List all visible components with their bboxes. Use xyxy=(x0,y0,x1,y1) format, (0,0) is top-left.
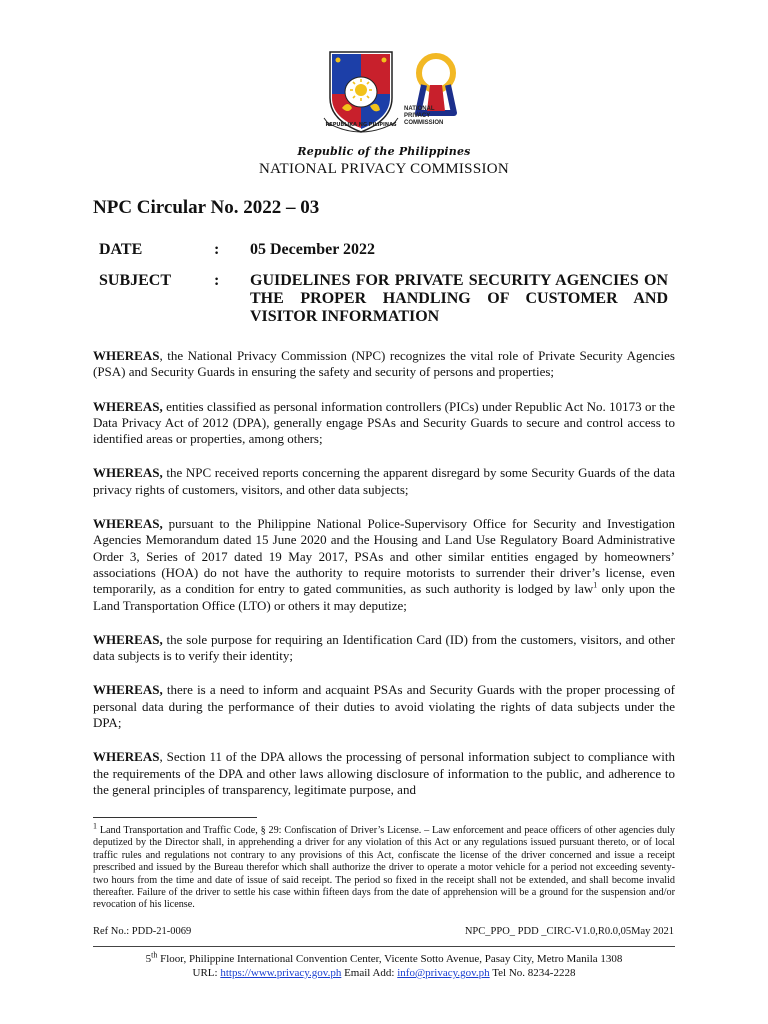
footnote-mark: 1 xyxy=(93,821,97,831)
reference-number: Ref No.: PDD-21-0069 xyxy=(93,926,192,937)
office-address xyxy=(0,950,768,965)
whereas-lead: WHEREAS, xyxy=(93,465,163,481)
whereas-text: only upon the Land Transportation Office (LTO) or others it may deputize; xyxy=(93,581,675,613)
whereas-paragraph xyxy=(93,399,675,448)
npc-logo-text xyxy=(404,106,464,127)
address-text: Floor, Philippine International Convention Center, Vicente Sotto Avenue, Pasay City, Metro Manila 1308 xyxy=(157,953,623,965)
whereas-paragraph xyxy=(93,516,675,614)
whereas-lead: WHEREAS, xyxy=(93,682,163,698)
footnote-text: Land Transportation and Traffic Code, § 29: Confiscation of Driver’s License. – Law enforcement and peace officers of other agencies duly deputized by the Director shall, in apprehending a driver for any violation of this Act or any regulations issued pursuant thereto, or of local traffic rules and regulations not contrary to any provisions of this Act, confiscate the license of the driver concerned and issue a receipt prescribed and issued by the Bureau therefor which shall authorize the driver to operate a motor vehicle for a period not exceeding seventy-two hours from the time and date of issue of said receipt. The period so fixed in the receipt shall not be extended, and shall become invalid thereafter. Failure of the driver to settle his case within fifteen days from the date of apprehension will be a ground for the suspension and/or revocation of his license. xyxy=(93,825,675,911)
whereas-text: entities classified as personal information controllers (PICs) under Republic Act No. 10173 or the Data Privacy Act of 2012 (DPA), generally engage PSAs and Security Guards to secure and control access to identified areas or properties, among others; xyxy=(93,398,675,447)
address-floor: 5 xyxy=(145,953,152,965)
whereas-text: the sole purpose for requiring an Identification Card (ID) from the customers, visitors, and other data subjects is to verify their identity; xyxy=(93,631,675,664)
telephone-number: Tel No. 8234-2228 xyxy=(489,967,576,979)
document-code: NPC_PPO_ PDD _CIRC-V1.0,R0.0,05May 2021 xyxy=(464,926,674,937)
contact-line xyxy=(0,967,768,979)
date-label: DATE xyxy=(99,241,143,258)
agency-heading: NATIONAL PRIVACY COMMISSION xyxy=(258,161,510,177)
npc-logo-line: NATIONAL xyxy=(404,106,435,112)
whereas-paragraph xyxy=(93,348,675,381)
footer-divider xyxy=(93,946,675,947)
whereas-text: , the National Privacy Commission (NPC) recognizes the vital role of Private Security Agencies (PSA) and Security Guards in ensuring the safety and security of persons and properties; xyxy=(93,348,675,380)
url-label: URL: xyxy=(192,967,221,979)
footnote-divider xyxy=(93,817,257,818)
date-colon: : xyxy=(214,241,220,258)
website-link[interactable]: https://www.privacy.gov.ph xyxy=(220,967,342,979)
seal-ribbon-text: REPUBLIKA NG PILIPINAS xyxy=(325,122,397,128)
whereas-paragraph xyxy=(93,465,675,498)
footnote xyxy=(93,821,675,912)
whereas-lead: WHEREAS, xyxy=(93,516,163,532)
date-value: 05 December 2022 xyxy=(250,241,375,258)
whereas-paragraph xyxy=(93,749,675,798)
whereas-paragraph xyxy=(93,632,675,665)
whereas-lead: WHEREAS, xyxy=(93,631,163,647)
npc-logo-line: PRIVACY xyxy=(404,113,431,119)
subject-label: SUBJECT xyxy=(99,272,172,289)
subject-colon: : xyxy=(214,272,220,289)
whereas-lead: WHEREAS, xyxy=(93,398,163,414)
footnote-reference[interactable]: 1 xyxy=(593,580,598,590)
whereas-text: there is a need to inform and acquaint PSAs and Security Guards with the proper processing of personal data during the performance of their duties to avoid violating the rights of data subjects under the DPA; xyxy=(93,682,675,731)
whereas-text: the NPC received reports concerning the apparent disregard by some Security Guards of the data privacy rights of customers, visitors, and other data subjects; xyxy=(93,465,675,497)
republic-heading: Republic of the Philippines xyxy=(297,145,471,158)
email-label: Email Add: xyxy=(341,967,398,979)
whereas-text: pursuant to the Philippine National Police-Supervisory Office for Security and Investigation Agencies Memorandum dated 15 June 2020 and the Housing and Land Use Regulatory Board Administrative Order 3, Series of 2017 dated 19 May 2017, PSAs and other similar entities engaged by homeowners’ associations (HOA) do not have the authority to require motorists to surrender their driver’s license, even temporarily, as a condition for entry to gated communities, as such authority is lodged by law xyxy=(93,516,675,597)
email-link[interactable]: info@privacy.gov.ph xyxy=(397,967,490,979)
whereas-text: , Section 11 of the DPA allows the processing of personal information subject to compliance with the requirements of the DPA and other laws allowing disclosure of information to the public, and adherence to the general principles of transparency, legitimate purpose, and xyxy=(93,749,675,797)
whereas-paragraph xyxy=(93,682,675,731)
address-ordinal: th xyxy=(151,950,158,960)
npc-logo-line: COMMISSION xyxy=(404,120,444,126)
whereas-lead: WHEREAS xyxy=(93,348,160,363)
circular-number: NPC Circular No. 2022 – 03 xyxy=(93,197,320,218)
whereas-clauses xyxy=(93,348,675,816)
whereas-lead: WHEREAS xyxy=(93,749,160,765)
subject-value: GUIDELINES FOR PRIVATE SECURITY AGENCIES ON THE PROPER HANDLING OF CUSTOMER AND VISITOR INFORMATION xyxy=(250,272,668,325)
